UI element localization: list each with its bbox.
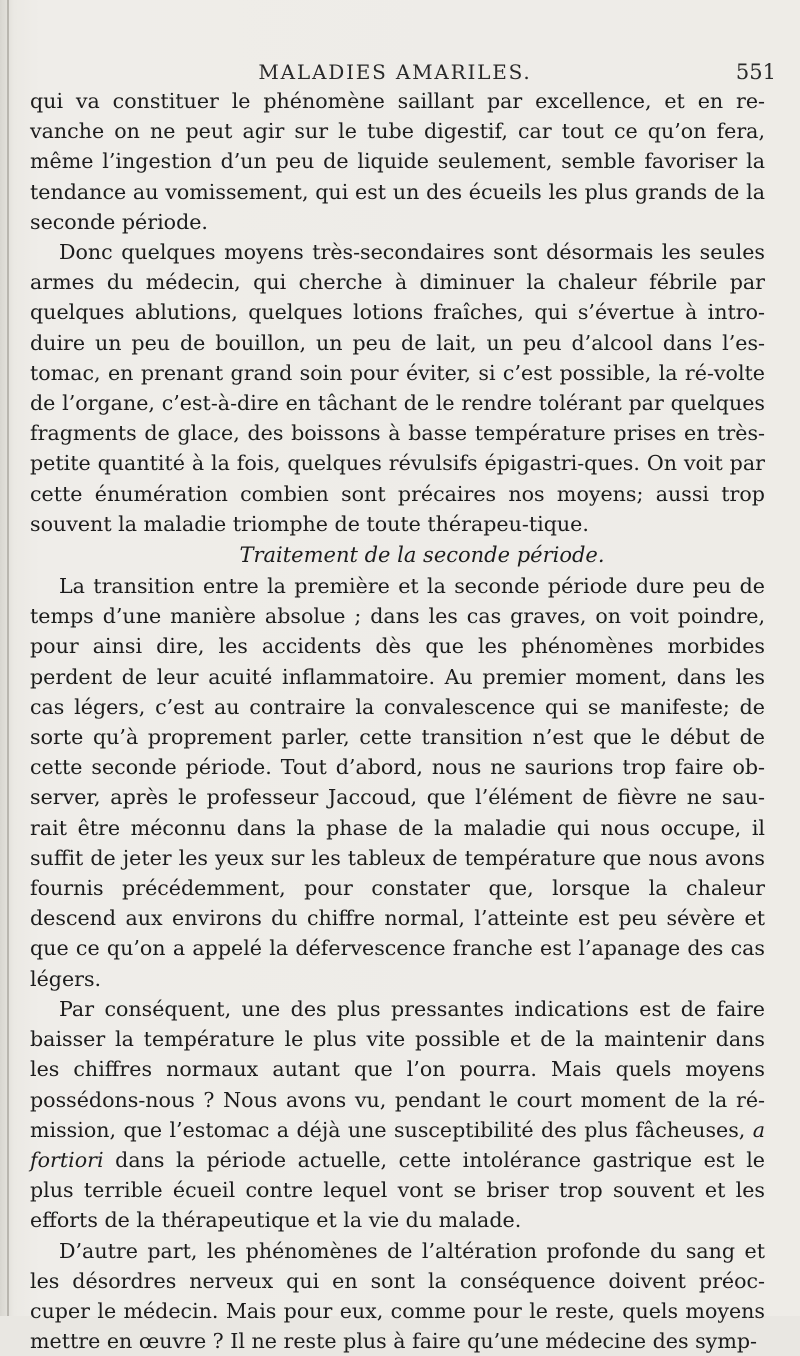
paragraph-3: La transition entre la première et la seconde période dure peu de temps d’une manière absolue ; dans les cas graves, on voit poindre, pour ainsi dire, les accidents dès que les phénomènes morbides perdent de leur acuité inflammatoire. Au premier moment, dans les cas légers, c’est au contraire la convalescence qui se manifeste; de sorte qu’à proprement parler, cette transition n’est que le début de cette seconde période. Tout d’abord, nous ne saurions trop faire ob-server, après le professeur Jaccoud, que l’élément de fièvre ne sau-rait être méconnu dans la phase de la maladie qui nous occupe, il suffit de jeter les yeux sur les tableux de température que nous avons fournis précédemment, pour constater que, lorsque la chaleur descend aux environs du chiffre normal, l’atteinte est peu sévère et que ce qu’on a appelé la défervescence franche est l’apanage des cas légers.: [30, 574, 765, 991]
running-title: MALADIES AMARILES.: [258, 60, 532, 84]
latin-phrase: a fortiori: [30, 1117, 766, 1172]
paragraph-4-part-2: dans la période actuelle, cette intolérance gastrique est le plus terrible écueil contre lequel vont se briser trop souvent et les efforts de la thérapeutique et la vie du malade.: [30, 1147, 765, 1233]
paragraph-5: D’autre part, les phénomènes de l’altération profonde du sang et les désordres nerveux qui en sont la conséquence doivent préoc-cuper le médecin. Mais pour eux, comme pour le reste, quels moyens mettre en œuvre ? Il ne reste plus à faire qu’une médecine des symp-: [30, 1238, 765, 1354]
binding-edge: [7, 0, 9, 1316]
page-number: 551: [735, 60, 776, 84]
body-text: [30, 86, 765, 1356]
paragraph-4-part-1: Par conséquent, une des plus pressantes indications est de faire baisser la température le plus vite possible et de la maintenir dans les chiffres normaux autant que l’on pourra. Mais quels moyens possédons-nous ? Nous avons vu, pendant le court moment de la ré-mission, que l’estomac a déjà une susceptibilité des plus fâcheuses,: [30, 996, 765, 1142]
paragraph-2: Donc quelques moyens très-secondaires sont désormais les seules armes du médecin, qui cherche à diminuer la chaleur fébrile par quelques ablutions, quelques lotions fraîches, qui s’évertue à intro-duire un peu de bouillon, un peu de lait, un peu d’alcool dans l’es-tomac, en prenant grand soin pour éviter, si c’est possible, la ré-volte de l’organe, c’est-à-dire en tâchant de le rendre tolérant par quelques fragments de glace, des boissons à basse température prises en très-petite quantité à la fois, quelques révulsifs épigastri-ques. On voit par cette énumération combien sont précaires nos moyens; aussi trop souvent la maladie triomphe de toute thérapeu-tique.: [30, 240, 765, 536]
paragraph-4: [30, 994, 765, 1236]
paragraph-1: qui va constituer le phénomène saillant par excellence, et en re-vanche on ne peut agir sur le tube digestif, car tout ce qu’on fera, même l’ingestion d’un peu de liquide seulement, semble favoriser la tendance au vomissement, qui est un des écueils les plus grands de la seconde période.: [30, 89, 765, 234]
section-heading: Traitement de la seconde période.: [239, 543, 605, 568]
